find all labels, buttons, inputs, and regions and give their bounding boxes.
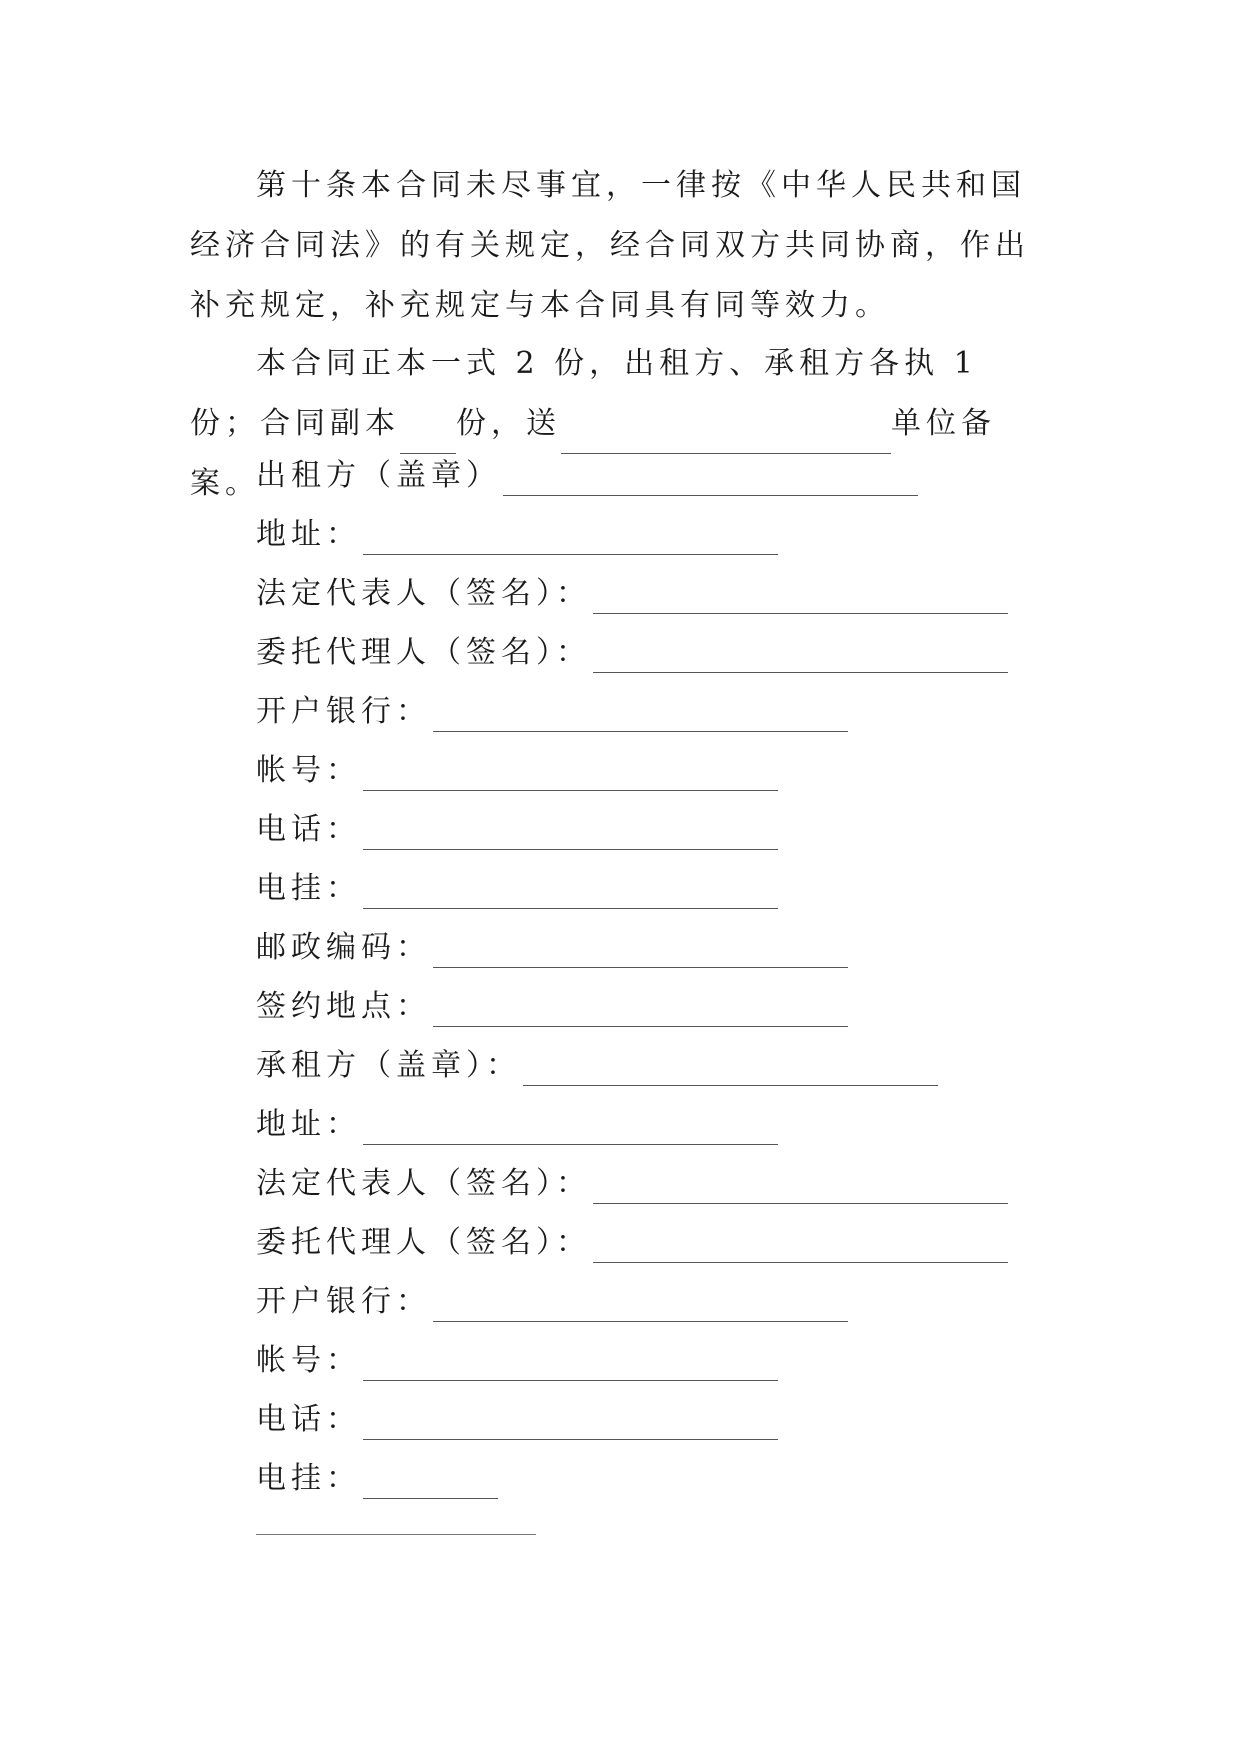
lessor-agent-row <box>256 633 1008 673</box>
lessee-phone-blank[interactable] <box>363 1411 778 1440</box>
lessor-bank-row <box>256 692 848 732</box>
lessor-phone-label: 电话： <box>256 812 361 847</box>
lessor-sign-place-row <box>256 987 848 1027</box>
lessor-address-label: 地址： <box>256 517 361 552</box>
filing-unit-blank[interactable] <box>561 427 891 454</box>
lessor-phone-blank[interactable] <box>363 821 778 850</box>
lessee-phone-row <box>256 1400 778 1440</box>
lessee-bank-blank[interactable] <box>433 1293 848 1322</box>
lessee-telegraph-blank[interactable] <box>363 1470 498 1499</box>
copies-send-text: 份，送 <box>456 406 561 441</box>
lessor-account-row <box>256 751 778 791</box>
lessor-address-blank[interactable] <box>363 526 778 555</box>
lessee-telegraph-label: 电挂： <box>256 1461 361 1496</box>
lessor-telegraph-label: 电挂： <box>256 871 361 906</box>
lessor-legal-rep-row <box>256 574 1008 614</box>
lessee-telegraph-row <box>256 1459 498 1499</box>
lessor-postcode-label: 邮政编码： <box>256 930 431 965</box>
lessee-bank-row <box>256 1282 848 1322</box>
lessee-account-blank[interactable] <box>363 1352 778 1381</box>
lessor-sign-place-blank[interactable] <box>433 998 848 1027</box>
lessee-account-label: 帐号： <box>256 1343 361 1378</box>
lessee-legal-rep-blank[interactable] <box>593 1175 1008 1204</box>
lessor-address-row <box>256 515 778 555</box>
lessor-postcode-row <box>256 928 848 968</box>
lessee-bank-label: 开户银行： <box>256 1284 431 1319</box>
lessee-address-row <box>256 1105 778 1145</box>
lessor-phone-row <box>256 810 778 850</box>
lessor-account-blank[interactable] <box>363 762 778 791</box>
lessor-bank-label: 开户银行： <box>256 694 431 729</box>
lessee-account-row <box>256 1341 778 1381</box>
copies-count-blank[interactable] <box>400 427 456 454</box>
lessor-party-row <box>256 456 918 496</box>
lessee-party-row <box>256 1046 938 1086</box>
lessor-postcode-blank[interactable] <box>433 939 848 968</box>
lessor-telegraph-blank[interactable] <box>363 880 778 909</box>
lessee-party-label: 承租方（盖章）： <box>256 1048 521 1083</box>
lessor-agent-blank[interactable] <box>593 644 1008 673</box>
lessee-phone-label: 电话： <box>256 1402 361 1437</box>
footnote-divider <box>256 1534 536 1535</box>
lessor-account-label: 帐号： <box>256 753 361 788</box>
lessee-legal-rep-label: 法定代表人（签名）： <box>256 1166 591 1201</box>
lessor-party-label: 出租方（盖章） <box>256 458 501 493</box>
lessee-address-label: 地址： <box>256 1107 361 1142</box>
lessee-agent-label: 委托代理人（签名）： <box>256 1225 591 1260</box>
lessor-agent-label: 委托代理人（签名）： <box>256 635 591 670</box>
lessor-legal-rep-label: 法定代表人（签名）： <box>256 576 591 611</box>
lessee-legal-rep-row <box>256 1164 1008 1204</box>
lessor-legal-rep-blank[interactable] <box>593 585 1008 614</box>
filing-text: 单位备案。 <box>190 406 996 501</box>
copies-text: 本合同正本一式 2 份，出租方、承租方各执 1 份；合同副本 <box>190 346 978 441</box>
lessee-party-blank[interactable] <box>523 1057 938 1086</box>
lessee-agent-blank[interactable] <box>593 1234 1008 1263</box>
lessee-address-blank[interactable] <box>363 1116 778 1145</box>
lessor-bank-blank[interactable] <box>433 703 848 732</box>
lessor-sign-place-label: 签约地点： <box>256 989 431 1024</box>
lessor-telegraph-row <box>256 869 778 909</box>
clause-ten-paragraph: 第十条本合同未尽事宜，一律按《中华人民共和国经济合同法》的有关规定，经合同双方共同协商，作出补充规定，补充规定与本合同具有同等效力。 <box>190 168 1030 323</box>
lessee-agent-row <box>256 1223 1008 1263</box>
lessor-party-blank[interactable] <box>503 467 918 496</box>
